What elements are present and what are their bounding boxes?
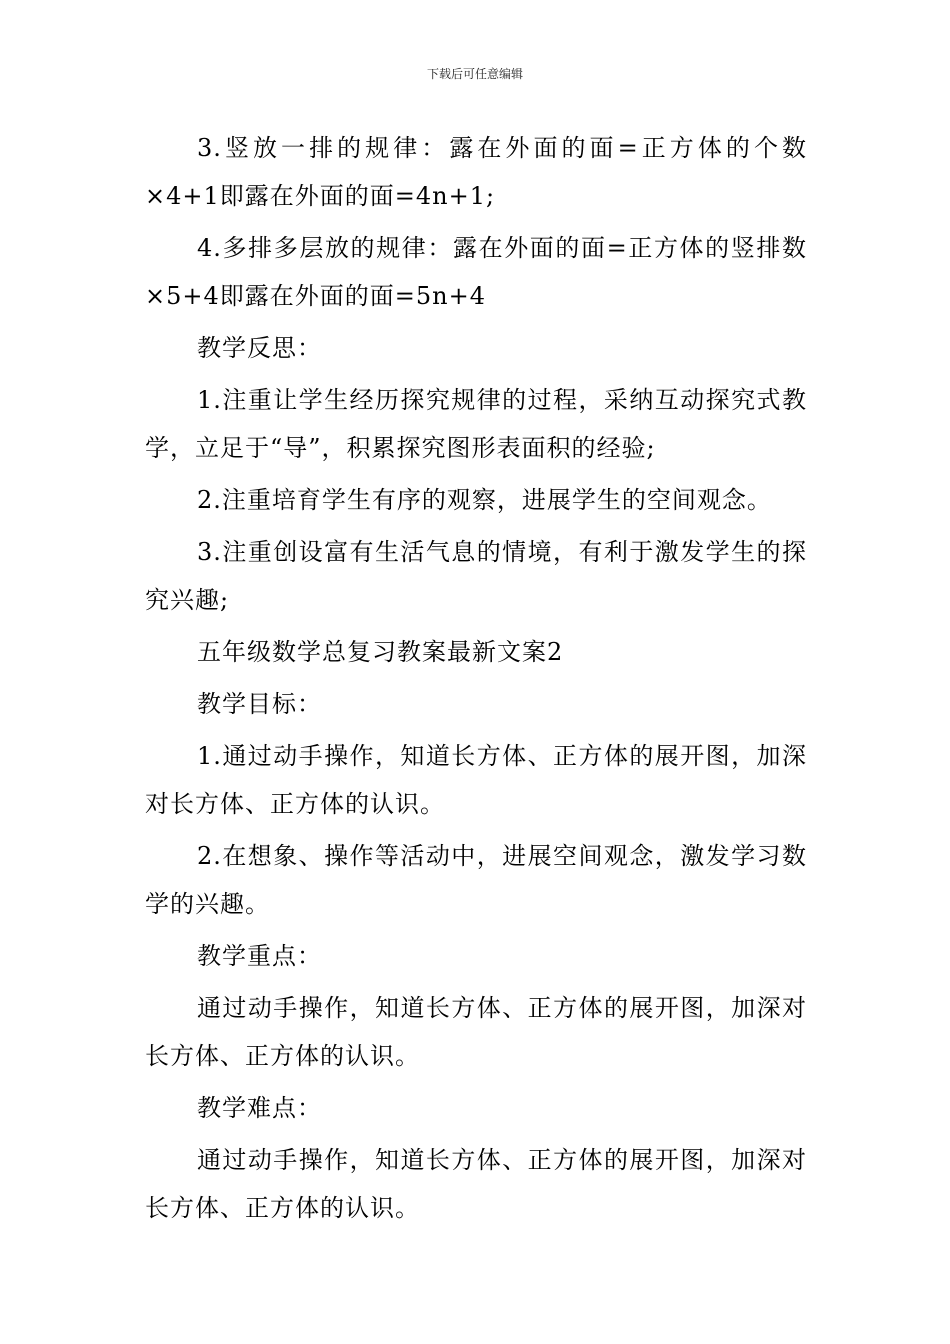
paragraph-key-point: 通过动手操作，知道长方体、正方体的展开图，加深对长方体、正方体的认识。 — [145, 994, 807, 1070]
heading-teaching-goals: 教学目标： — [197, 690, 322, 718]
paragraph-goal-1: 1.通过动手操作，知道长方体、正方体的展开图，加深对长方体、正方体的认识。 — [145, 742, 807, 818]
section-title-lesson-2: 五年级数学总复习教案最新文案2 — [197, 638, 564, 666]
paragraph-difficulty: 通过动手操作，知道长方体、正方体的展开图，加深对长方体、正方体的认识。 — [145, 1146, 807, 1222]
paragraph-reflection-3: 3.注重创设富有生活气息的情境，有利于激发学生的探究兴趣; — [145, 538, 807, 614]
page-header-note: 下载后可任意编辑 — [426, 67, 523, 81]
paragraph-rule-vertical-row: 3.竖放一排的规律：露在外面的面=正方体的个数×4+1即露在外面的面=4n+1; — [145, 134, 807, 210]
paragraph-goal-2: 2.在想象、操作等活动中，进展空间观念，激发学习数学的兴趣。 — [145, 842, 807, 918]
paragraph-reflection-1: 1.注重让学生经历探究规律的过程，采纳互动探究式教学，立足于“导”，积累探究图形表面积的经验; — [145, 386, 807, 462]
heading-teaching-difficulty: 教学难点： — [197, 1094, 322, 1122]
document-body — [145, 124, 807, 1236]
paragraph-reflection-2: 2.注重培育学生有序的观察，进展学生的空间观念。 — [197, 486, 772, 514]
paragraph-rule-multi-layer: 4.多排多层放的规律：露在外面的面=正方体的竖排数×5+4即露在外面的面=5n+4 — [145, 234, 807, 310]
heading-teaching-reflection: 教学反思： — [197, 334, 322, 362]
heading-teaching-key-point: 教学重点： — [197, 942, 322, 970]
